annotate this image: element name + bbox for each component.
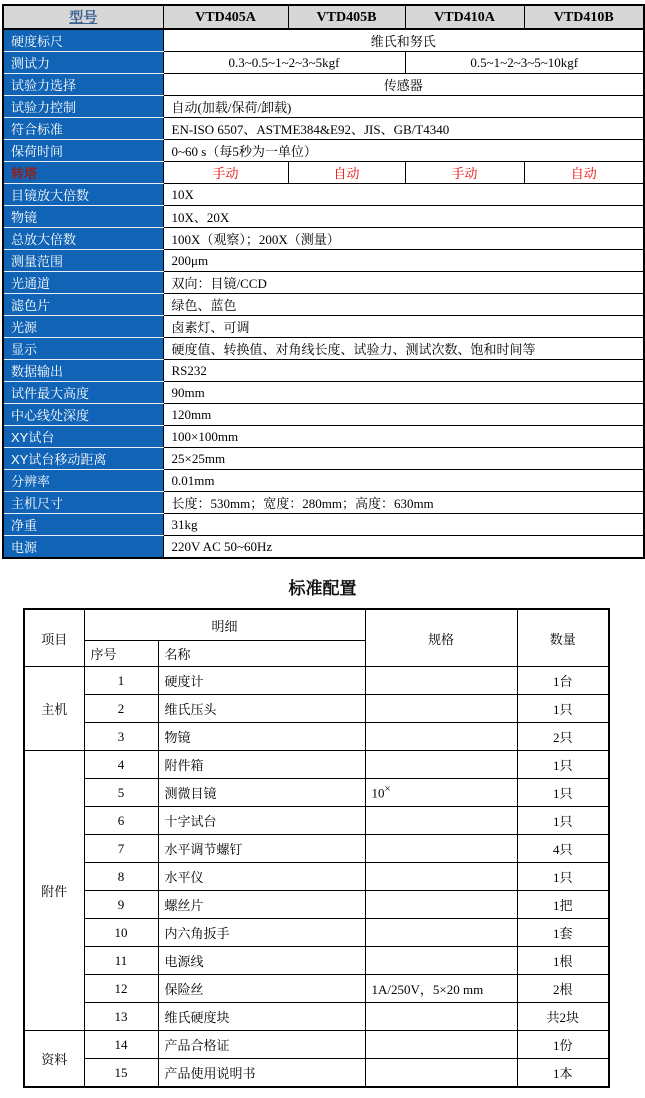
header-serial: 序号 <box>84 641 158 667</box>
model-vtd405a: VTD405A <box>163 5 288 29</box>
serial: 5 <box>84 779 158 807</box>
row-value: 220V AC 50~60Hz <box>163 536 644 559</box>
serial: 1 <box>84 667 158 695</box>
item-qty: 1把 <box>517 891 609 919</box>
serial: 14 <box>84 1031 158 1059</box>
config-row-8 <box>24 863 609 891</box>
group-documents: 资料 <box>24 1031 84 1088</box>
item-qty: 1只 <box>517 751 609 779</box>
item-qty: 1只 <box>517 863 609 891</box>
serial: 8 <box>84 863 158 891</box>
model-vtd410a: VTD410A <box>405 5 524 29</box>
spec-row-display <box>3 338 644 360</box>
group-accessories: 附件 <box>24 751 84 1031</box>
row-label: 试验力选择 <box>3 74 163 96</box>
spec-row-total-magnification <box>3 228 644 250</box>
spec-row-force-selection <box>3 74 644 96</box>
row-value: 90mm <box>163 382 644 404</box>
row-value: 31kg <box>163 514 644 536</box>
item-name: 内六角扳手 <box>158 919 365 947</box>
row-value: 维氏和努氏 <box>163 29 644 52</box>
item-qty: 2根 <box>517 975 609 1003</box>
item-spec <box>365 919 517 947</box>
model-vtd410b: VTD410B <box>524 5 644 29</box>
row-value-right: 0.5~1~2~3~5~10kgf <box>405 52 644 74</box>
spec-row-light-source <box>3 316 644 338</box>
spec-row-turret <box>3 162 644 184</box>
row-value: 120mm <box>163 404 644 426</box>
row-label: 光通道 <box>3 272 163 294</box>
config-row-12 <box>24 975 609 1003</box>
item-name: 维氏硬度块 <box>158 1003 365 1031</box>
item-qty: 2只 <box>517 723 609 751</box>
item-qty: 共2块 <box>517 1003 609 1031</box>
item-name: 物镜 <box>158 723 365 751</box>
row-label: 保荷时间 <box>3 140 163 162</box>
row-label: 符合标准 <box>3 118 163 140</box>
serial: 9 <box>84 891 158 919</box>
item-name: 保险丝 <box>158 975 365 1003</box>
row-label: 物镜 <box>3 206 163 228</box>
row-value: 200μm <box>163 250 644 272</box>
item-spec <box>365 1059 517 1088</box>
item-name: 硬度计 <box>158 667 365 695</box>
item-spec <box>365 947 517 975</box>
item-spec <box>365 667 517 695</box>
serial: 3 <box>84 723 158 751</box>
row-value: 硬度值、转换值、对角线长度、试验力、测试次数、饱和时间等 <box>163 338 644 360</box>
serial: 12 <box>84 975 158 1003</box>
config-header-row-1 <box>24 609 609 641</box>
config-row-4 <box>24 751 609 779</box>
item-name: 产品使用说明书 <box>158 1059 365 1088</box>
row-label: XY试台移动距离 <box>3 448 163 470</box>
item-name: 测微目镜 <box>158 779 365 807</box>
row-label: 转塔 <box>3 162 163 184</box>
row-value: 100X（观察）；200X（测量） <box>163 228 644 250</box>
config-row-10 <box>24 919 609 947</box>
spec-row-data-output <box>3 360 644 382</box>
spec-row-power-supply <box>3 536 644 559</box>
spec-row-light-path <box>3 272 644 294</box>
row-value: 双向：目镜/CCD <box>163 272 644 294</box>
turret-vtd405b: 自动 <box>288 162 405 184</box>
item-spec <box>365 723 517 751</box>
config-row-13 <box>24 1003 609 1031</box>
spec-row-standards <box>3 118 644 140</box>
row-label: 数据输出 <box>3 360 163 382</box>
config-row-3 <box>24 723 609 751</box>
serial: 10 <box>84 919 158 947</box>
row-value: 传感器 <box>163 74 644 96</box>
spec-row-eyepiece-magnification <box>3 184 644 206</box>
header-spec: 规格 <box>365 609 517 667</box>
spec-row-dwell-time <box>3 140 644 162</box>
spec-header-row <box>3 5 644 29</box>
spec-row-max-specimen-height <box>3 382 644 404</box>
model-header-cell <box>3 5 163 29</box>
item-spec <box>365 835 517 863</box>
row-label: 试验力控制 <box>3 96 163 118</box>
row-label: 显示 <box>3 338 163 360</box>
row-label: 光源 <box>3 316 163 338</box>
config-row-7 <box>24 835 609 863</box>
serial: 7 <box>84 835 158 863</box>
row-label: 电源 <box>3 536 163 559</box>
item-spec: 10× <box>365 779 517 807</box>
row-label: 分辨率 <box>3 470 163 492</box>
turret-vtd410a: 手动 <box>405 162 524 184</box>
spec-row-resolution <box>3 470 644 492</box>
spec-table <box>2 4 645 559</box>
row-label: 试件最大高度 <box>3 382 163 404</box>
row-label: 硬度标尺 <box>3 29 163 52</box>
item-name: 维氏压头 <box>158 695 365 723</box>
row-label: 总放大倍数 <box>3 228 163 250</box>
spec-row-xy-stage-travel <box>3 448 644 470</box>
standard-config-table <box>23 608 610 1088</box>
item-spec <box>365 1031 517 1059</box>
item-qty: 1套 <box>517 919 609 947</box>
config-row-6 <box>24 807 609 835</box>
row-value: EN-ISO 6507、ASTME384&E92、JIS、GB/T4340 <box>163 118 644 140</box>
item-spec: 1A/250V，5×20 mm <box>365 975 517 1003</box>
row-value-left: 0.3~0.5~1~2~3~5kgf <box>163 52 405 74</box>
config-row-1 <box>24 667 609 695</box>
item-name: 水平仪 <box>158 863 365 891</box>
turret-vtd405a: 手动 <box>163 162 288 184</box>
config-row-9 <box>24 891 609 919</box>
item-spec <box>365 751 517 779</box>
row-value: 自动(加载/保荷/卸载) <box>163 96 644 118</box>
config-row-11 <box>24 947 609 975</box>
row-label: 净重 <box>3 514 163 536</box>
model-label: 型号 <box>69 9 98 25</box>
spec-row-xy-stage <box>3 426 644 448</box>
turret-vtd410b: 自动 <box>524 162 644 184</box>
header-qty: 数量 <box>517 609 609 667</box>
row-value: 0~60 s（每5秒为一单位） <box>163 140 644 162</box>
spec-row-throat-depth <box>3 404 644 426</box>
item-qty: 1只 <box>517 695 609 723</box>
spec-row-test-force <box>3 52 644 74</box>
spec-row-net-weight <box>3 514 644 536</box>
row-label: 目镜放大倍数 <box>3 184 163 206</box>
spec-row-measuring-range <box>3 250 644 272</box>
serial: 4 <box>84 751 158 779</box>
row-value: 100×100mm <box>163 426 644 448</box>
item-spec <box>365 1003 517 1031</box>
item-spec <box>365 695 517 723</box>
item-spec <box>365 863 517 891</box>
item-name: 螺丝片 <box>158 891 365 919</box>
item-qty: 1只 <box>517 807 609 835</box>
header-item: 项目 <box>24 609 84 667</box>
item-qty: 1本 <box>517 1059 609 1088</box>
config-row-15 <box>24 1059 609 1088</box>
serial: 13 <box>84 1003 158 1031</box>
item-qty: 1根 <box>517 947 609 975</box>
row-value: 10X <box>163 184 644 206</box>
header-name: 名称 <box>158 641 365 667</box>
row-value: 绿色、蓝色 <box>163 294 644 316</box>
row-label: 主机尺寸 <box>3 492 163 514</box>
group-host: 主机 <box>24 667 84 751</box>
item-name: 产品合格证 <box>158 1031 365 1059</box>
spec-row-force-control <box>3 96 644 118</box>
item-spec <box>365 807 517 835</box>
row-value: 0.01mm <box>163 470 644 492</box>
row-value: 25×25mm <box>163 448 644 470</box>
config-row-5 <box>24 779 609 807</box>
row-value: 卤素灯、可调 <box>163 316 644 338</box>
item-name: 电源线 <box>158 947 365 975</box>
row-label: 测试力 <box>3 52 163 74</box>
header-detail: 明细 <box>84 609 365 641</box>
row-label: 中心线处深度 <box>3 404 163 426</box>
item-qty: 1台 <box>517 667 609 695</box>
row-value: 10X、20X <box>163 206 644 228</box>
row-label: 测量范围 <box>3 250 163 272</box>
spec-row-objective <box>3 206 644 228</box>
row-label: XY试台 <box>3 426 163 448</box>
serial: 15 <box>84 1059 158 1088</box>
standard-config-title: 标准配置 <box>288 579 357 598</box>
spec-row-hardness-scale <box>3 29 644 52</box>
spec-row-dimensions <box>3 492 644 514</box>
serial: 2 <box>84 695 158 723</box>
serial: 6 <box>84 807 158 835</box>
item-name: 水平调节螺钉 <box>158 835 365 863</box>
item-qty: 1只 <box>517 779 609 807</box>
spec-row-filters <box>3 294 644 316</box>
model-vtd405b: VTD405B <box>288 5 405 29</box>
row-value: 长度：530mm；宽度：280mm；高度：630mm <box>163 492 644 514</box>
item-qty: 4只 <box>517 835 609 863</box>
row-value: RS232 <box>163 360 644 382</box>
item-qty: 1份 <box>517 1031 609 1059</box>
config-row-14 <box>24 1031 609 1059</box>
item-spec <box>365 891 517 919</box>
item-name: 十字试台 <box>158 807 365 835</box>
item-name: 附件箱 <box>158 751 365 779</box>
config-row-2 <box>24 695 609 723</box>
row-label: 滤色片 <box>3 294 163 316</box>
spec-superscript: × <box>384 783 391 796</box>
serial: 11 <box>84 947 158 975</box>
